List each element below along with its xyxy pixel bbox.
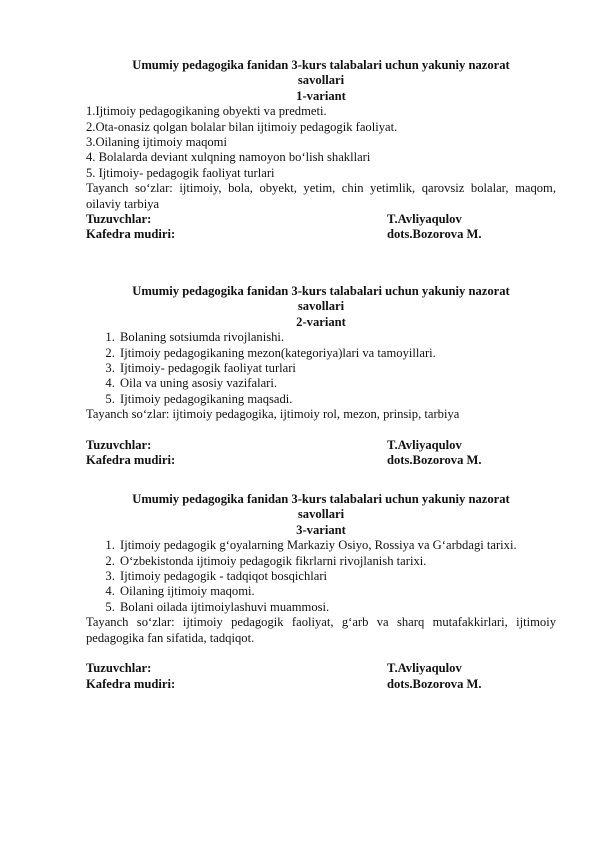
variant-2-question-3: 3. Ijtimoiy- pedagogik faoliyat turlari [118,361,556,376]
spacer [86,646,556,661]
variant-1-keywords: Tayanch so‘zlar: ijtimoiy, bola, obyekt, yetim, chin yetimlik, qarovsiz bolalar, maqom, oilaviy tarbiya [86,181,556,211]
variant-1-question-1: 1.Ijtimoiy pedagogikaning obyekti va predmeti. [86,104,327,119]
variant-2-title-line1: Umumiy pedagogika fanidan 3-kurs talabalari uchun yakuniy nazorat [132,284,510,298]
compiler-name: T.Avliyaqulov [387,661,462,676]
variant-1-question-5: 5. Ijtimoiy- pedagogik faoliyat turlari [86,165,275,180]
compiler-name: T.Avliyaqulov [387,438,462,453]
department-head-label: Kafedra mudiri: [86,227,176,242]
variant-1-question-4: 4. Bolalarda deviant xulqning namoyon bo‘lish shakllari [86,150,371,165]
compiler-label: Tuzuvchlar: [86,438,152,453]
variant-3-compiler-row [86,661,556,676]
variant-2-compiler-row [86,438,556,453]
department-head-name: dots.Bozorova M. [387,227,482,242]
variant-3-question-5: 5. Bolani oilada ijtimoiylashuvi muammosi. [118,600,556,615]
variant-3-title-line1: Umumiy pedagogika fanidan 3-kurs talabalari uchun yakuniy nazorat [132,492,510,506]
variant-1-question-2: 2.Ota-onasiz qolgan bolalar bilan ijtimoiy pedagogik faoliyat. [86,119,398,134]
variant-2-keywords: Tayanch so‘zlar: ijtimoiy pedagogika, ijtimoiy rol, mezon, prinsip, tarbiya [86,407,460,422]
variant-2-label: 2-variant [296,314,346,329]
variant-2-question-5: 5. Ijtimoiy pedagogikaning maqsadi. [118,392,556,407]
variant-3-section [86,492,556,692]
variant-1-title-line2: savollari [297,73,345,88]
variant-1-head-row [86,227,556,242]
department-head-label: Kafedra mudiri: [86,676,176,691]
variant-2-question-list [86,330,556,407]
variant-2-question-4: 4. Oila va uning asosiy vazifalari. [118,376,556,391]
variant-3-question-3: 3. Ijtimoiy pedagogik - tadqiqot bosqichlari [118,569,556,584]
variant-1-section [86,58,556,243]
variant-1-label: 1-variant [296,88,346,103]
spacer [86,423,556,438]
variant-1-question-3: 3.Oilaning ijtimoiy maqomi [86,135,227,150]
compiler-label: Tuzuvchlar: [86,661,152,676]
department-head-label: Kafedra mudiri: [86,453,176,468]
variant-3-question-2: 2. O‘zbekistonda ijtimoiy pedagogik fikrlarni rivojlanish tarixi. [118,554,556,569]
variant-2-section [86,284,556,469]
variant-3-question-4: 4. Oilaning ijtimoiy maqomi. [118,584,556,599]
variant-3-title-line2: savollari [297,507,345,522]
variant-3-keywords: Tayanch so‘zlar: ijtimoiy pedagogik faoliyat, g‘arb va sharq mutafakkirlari, ijtimoiy pedagogika fan sifatida, tadqiqot. [86,615,556,645]
department-head-name: dots.Bozorova M. [387,453,482,468]
department-head-name: dots.Bozorova M. [387,676,482,691]
variant-3-head-row [86,677,556,692]
variant-2-title-line2: savollari [297,299,345,314]
variant-1-title-line1: Umumiy pedagogika fanidan 3-kurs talabalari uchun yakuniy nazorat [132,58,510,72]
variant-1-compiler-row [86,212,556,227]
compiler-label: Tuzuvchlar: [86,212,152,227]
variant-3-question-list [86,538,556,615]
variant-3-question-1: 1. Ijtimoiy pedagogik g‘oyalarning Markaziy Osiyo, Rossiya va G‘arbdagi tarixi. [118,538,556,553]
compiler-name: T.Avliyaqulov [387,212,462,227]
variant-3-label: 3-variant [296,522,346,537]
variant-2-question-1: 1. Bolaning sotsiumda rivojlanishi. [118,330,556,345]
variant-2-question-2: 2. Ijtimoiy pedagogikaning mezon(kategoriya)lari va tamoyillari. [118,346,556,361]
variant-2-head-row [86,453,556,468]
